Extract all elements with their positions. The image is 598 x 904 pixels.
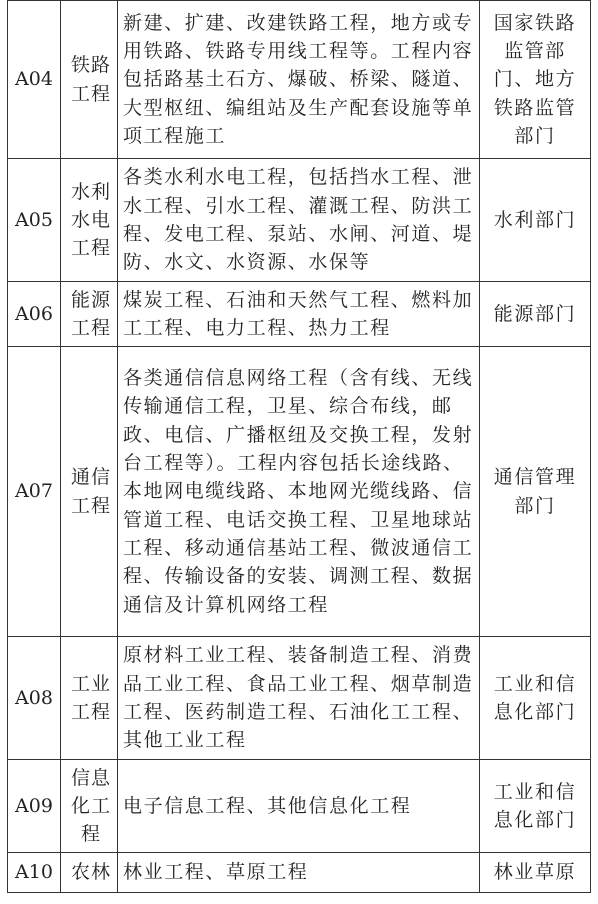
table-row	[8, 853, 591, 893]
supervising-department: 工业和信息化部门	[480, 637, 591, 760]
supervising-department: 国家铁路监管部门、地方铁路监管部门	[480, 1, 591, 159]
engineering-category-table	[7, 0, 591, 893]
category-code: A08	[8, 637, 61, 760]
category-name: 水利水电工程	[61, 159, 118, 282]
table-row	[8, 282, 591, 347]
supervising-department: 通信管理部门	[480, 347, 591, 637]
category-name: 农林	[61, 853, 118, 893]
supervising-department: 工业和信息化部门	[480, 760, 591, 853]
category-content: 各类通信信息网络工程（含有线、无线传输通信工程，卫星、综合布线，邮政、电信、广播枢纽及交换工程，发射台工程等）。工程内容包括长途线路、本地网电缆线路、本地网光缆线路、信管道工程、电话交换工程、卫星地球站工程、移动通信基站工程、微波通信工程、传输设备的安装、调测工程、数据通信及计算机网络工程	[118, 347, 480, 637]
category-content: 煤炭工程、石油和天然气工程、燃料加工工程、电力工程、热力工程	[118, 282, 480, 347]
category-content: 新建、扩建、改建铁路工程，地方或专用铁路、铁路专用线工程等。工程内容包括路基土石方、爆破、桥梁、隧道、大型枢纽、编组站及生产配套设施等单项工程施工	[118, 1, 480, 159]
table-row	[8, 637, 591, 760]
category-code: A09	[8, 760, 61, 853]
category-content: 各类水利水电工程，包括挡水工程、泄水工程、引水工程、灌溉工程、防洪工程、发电工程、泵站、水闸、河道、堤防、水文、水资源、水保等	[118, 159, 480, 282]
table-row	[8, 1, 591, 159]
supervising-department: 水利部门	[480, 159, 591, 282]
category-name: 能源工程	[61, 282, 118, 347]
category-code: A05	[8, 159, 61, 282]
category-code: A07	[8, 347, 61, 637]
category-name: 通信工程	[61, 347, 118, 637]
category-name: 信息化工程	[61, 760, 118, 853]
category-content: 林业工程、草原工程	[118, 853, 480, 893]
table-row	[8, 159, 591, 282]
category-content: 电子信息工程、其他信息化工程	[118, 760, 480, 853]
supervising-department: 林业草原	[480, 853, 591, 893]
table-row	[8, 347, 591, 637]
category-code: A06	[8, 282, 61, 347]
category-content: 原材料工业工程、装备制造工程、消费品工业工程、食品工业工程、烟草制造工程、医药制造工程、石油化工工程、其他工业工程	[118, 637, 480, 760]
category-code: A04	[8, 1, 61, 159]
category-name: 工业工程	[61, 637, 118, 760]
category-code: A10	[8, 853, 61, 893]
supervising-department: 能源部门	[480, 282, 591, 347]
table-row	[8, 760, 591, 853]
category-name: 铁路工程	[61, 1, 118, 159]
